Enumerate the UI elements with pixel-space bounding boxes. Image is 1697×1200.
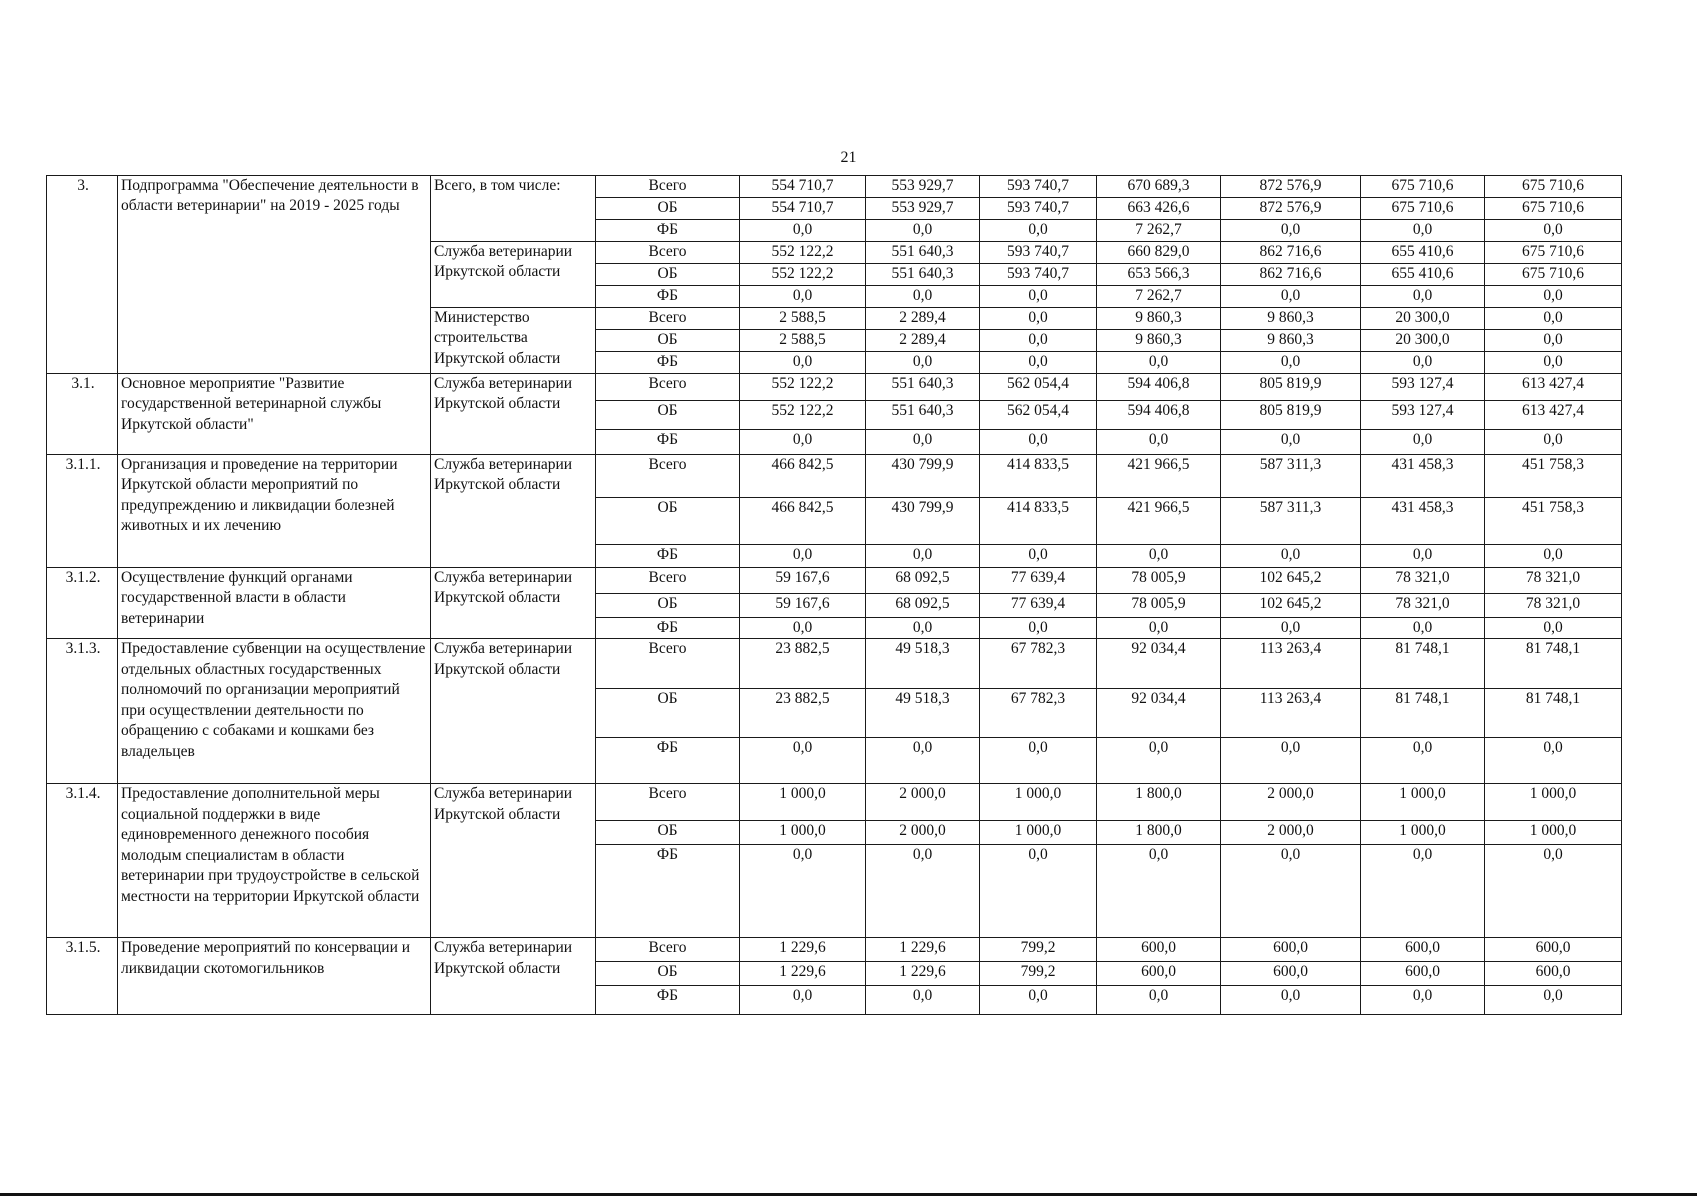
amount-cell: 23 882,5: [740, 689, 866, 738]
amount-cell: 551 640,3: [866, 242, 980, 264]
amount-cell: 466 842,5: [740, 498, 866, 545]
amount-cell: 1 229,6: [866, 938, 980, 962]
amount-cell: 78 321,0: [1485, 594, 1622, 618]
amount-cell: 0,0: [866, 845, 980, 938]
amount-cell: 9 860,3: [1097, 330, 1221, 352]
table-row: [47, 568, 1622, 594]
amount-cell: 600,0: [1485, 962, 1622, 986]
amount-cell: 675 710,6: [1485, 198, 1622, 220]
funding-source: ОБ: [596, 594, 740, 618]
funding-source: ОБ: [596, 689, 740, 738]
item-code: 3.1.3.: [47, 639, 118, 784]
amount-cell: 799,2: [980, 938, 1097, 962]
amount-cell: 1 229,6: [866, 962, 980, 986]
amount-cell: 675 710,6: [1361, 176, 1485, 198]
funding-source: Всего: [596, 242, 740, 264]
amount-cell: 1 229,6: [740, 938, 866, 962]
bottom-edge-rule: [0, 1193, 1697, 1196]
item-code: 3.1.1.: [47, 455, 118, 568]
amount-cell: 593 740,7: [980, 176, 1097, 198]
funding-source: Всего: [596, 938, 740, 962]
funding-source: Всего: [596, 568, 740, 594]
amount-cell: 593 127,4: [1361, 374, 1485, 401]
amount-cell: 1 000,0: [980, 784, 1097, 821]
table-row: [47, 176, 1622, 198]
amount-cell: 670 689,3: [1097, 176, 1221, 198]
amount-cell: 600,0: [1361, 938, 1485, 962]
amount-cell: 0,0: [1485, 286, 1622, 308]
amount-cell: 81 748,1: [1361, 689, 1485, 738]
amount-cell: 0,0: [1361, 430, 1485, 455]
table-row: [47, 374, 1622, 401]
amount-cell: 587 311,3: [1221, 498, 1361, 545]
funding-source: ФБ: [596, 430, 740, 455]
amount-cell: 1 000,0: [740, 821, 866, 845]
amount-cell: 653 566,3: [1097, 264, 1221, 286]
amount-cell: 0,0: [1361, 286, 1485, 308]
amount-cell: 81 748,1: [1485, 689, 1622, 738]
table-row: [47, 784, 1622, 821]
amount-cell: 554 710,7: [740, 198, 866, 220]
page-number: 21: [840, 149, 857, 166]
amount-cell: 113 263,4: [1221, 689, 1361, 738]
amount-cell: 23 882,5: [740, 639, 866, 689]
amount-cell: 2 000,0: [1221, 784, 1361, 821]
amount-cell: 551 640,3: [866, 264, 980, 286]
item-name: Подпрограмма "Обеспечение деятельности в области ветеринарии" на 2019 - 2025 годы: [118, 176, 431, 374]
amount-cell: 551 640,3: [866, 401, 980, 430]
amount-cell: 0,0: [1485, 845, 1622, 938]
amount-cell: 1 229,6: [740, 962, 866, 986]
amount-cell: 0,0: [740, 618, 866, 639]
amount-cell: 0,0: [1485, 308, 1622, 330]
item-name: Основное мероприятие "Развитие государственной ветеринарной службы Иркутской области": [118, 374, 431, 455]
amount-cell: 414 833,5: [980, 498, 1097, 545]
amount-cell: 805 819,9: [1221, 374, 1361, 401]
amount-cell: 92 034,4: [1097, 639, 1221, 689]
amount-cell: 0,0: [1361, 220, 1485, 242]
amount-cell: 0,0: [1097, 845, 1221, 938]
amount-cell: 0,0: [980, 545, 1097, 568]
amount-cell: 1 000,0: [1361, 821, 1485, 845]
item-code: 3.1.4.: [47, 784, 118, 938]
amount-cell: 1 000,0: [1485, 784, 1622, 821]
amount-cell: 0,0: [1361, 986, 1485, 1015]
funding-source: Всего: [596, 639, 740, 689]
amount-cell: 1 000,0: [1361, 784, 1485, 821]
amount-cell: 1 800,0: [1097, 821, 1221, 845]
amount-cell: 102 645,2: [1221, 594, 1361, 618]
amount-cell: 7 262,7: [1097, 220, 1221, 242]
amount-cell: 77 639,4: [980, 568, 1097, 594]
amount-cell: 552 122,2: [740, 242, 866, 264]
item-code: 3.1.: [47, 374, 118, 455]
amount-cell: 0,0: [1221, 738, 1361, 784]
amount-cell: 0,0: [1361, 738, 1485, 784]
funding-source: ФБ: [596, 286, 740, 308]
amount-cell: 562 054,4: [980, 401, 1097, 430]
amount-cell: 593 740,7: [980, 198, 1097, 220]
amount-cell: 600,0: [1221, 938, 1361, 962]
amount-cell: 2 000,0: [866, 784, 980, 821]
amount-cell: 0,0: [1485, 220, 1622, 242]
amount-cell: 421 966,5: [1097, 455, 1221, 498]
amount-cell: 59 167,6: [740, 594, 866, 618]
table-row: [47, 938, 1622, 962]
amount-cell: 862 716,6: [1221, 264, 1361, 286]
item-name: Осуществление функций органами государственной власти в области ветеринарии: [118, 568, 431, 639]
amount-cell: 2 000,0: [866, 821, 980, 845]
funding-source: ФБ: [596, 845, 740, 938]
amount-cell: 451 758,3: [1485, 498, 1622, 545]
amount-cell: 59 167,6: [740, 568, 866, 594]
amount-cell: 414 833,5: [980, 455, 1097, 498]
executor-name: Служба ветеринарии Иркутской области: [431, 784, 596, 938]
amount-cell: 0,0: [1097, 352, 1221, 374]
amount-cell: 553 929,7: [866, 198, 980, 220]
amount-cell: 613 427,4: [1485, 374, 1622, 401]
amount-cell: 0,0: [1221, 286, 1361, 308]
amount-cell: 0,0: [980, 618, 1097, 639]
funding-source: ОБ: [596, 264, 740, 286]
amount-cell: 78 321,0: [1361, 568, 1485, 594]
amount-cell: 78 321,0: [1361, 594, 1485, 618]
amount-cell: 1 000,0: [740, 784, 866, 821]
amount-cell: 49 518,3: [866, 689, 980, 738]
amount-cell: 0,0: [1221, 430, 1361, 455]
amount-cell: 594 406,8: [1097, 374, 1221, 401]
amount-cell: 0,0: [980, 845, 1097, 938]
amount-cell: 0,0: [740, 430, 866, 455]
amount-cell: 0,0: [980, 986, 1097, 1015]
funding-source: ФБ: [596, 986, 740, 1015]
amount-cell: 552 122,2: [740, 401, 866, 430]
amount-cell: 49 518,3: [866, 639, 980, 689]
funding-source: Всего: [596, 176, 740, 198]
amount-cell: 78 321,0: [1485, 568, 1622, 594]
amount-cell: 0,0: [1221, 545, 1361, 568]
amount-cell: 9 860,3: [1221, 330, 1361, 352]
amount-cell: 675 710,6: [1485, 242, 1622, 264]
funding-source: ФБ: [596, 738, 740, 784]
amount-cell: 421 966,5: [1097, 498, 1221, 545]
amount-cell: 594 406,8: [1097, 401, 1221, 430]
amount-cell: 862 716,6: [1221, 242, 1361, 264]
amount-cell: 0,0: [740, 845, 866, 938]
amount-cell: 2 289,4: [866, 308, 980, 330]
amount-cell: 593 127,4: [1361, 401, 1485, 430]
funding-source: ОБ: [596, 401, 740, 430]
amount-cell: 67 782,3: [980, 689, 1097, 738]
amount-cell: 0,0: [980, 352, 1097, 374]
amount-cell: 92 034,4: [1097, 689, 1221, 738]
amount-cell: 0,0: [1485, 430, 1622, 455]
amount-cell: 0,0: [1485, 330, 1622, 352]
item-name: Организация и проведение на территории Иркутской области мероприятий по предупреждению и ликвидации болезней животных и их лечению: [118, 455, 431, 568]
amount-cell: 0,0: [1485, 618, 1622, 639]
amount-cell: 9 860,3: [1097, 308, 1221, 330]
amount-cell: 0,0: [980, 286, 1097, 308]
executor-name: Всего, в том числе:: [431, 176, 596, 242]
amount-cell: 9 860,3: [1221, 308, 1361, 330]
amount-cell: 600,0: [1097, 962, 1221, 986]
funding-source: ОБ: [596, 498, 740, 545]
item-code: 3.: [47, 176, 118, 374]
amount-cell: 0,0: [1097, 738, 1221, 784]
amount-cell: 431 458,3: [1361, 455, 1485, 498]
amount-cell: 600,0: [1097, 938, 1221, 962]
amount-cell: 675 710,6: [1485, 176, 1622, 198]
amount-cell: 0,0: [740, 220, 866, 242]
amount-cell: 0,0: [866, 986, 980, 1015]
amount-cell: 0,0: [866, 352, 980, 374]
funding-source: ФБ: [596, 220, 740, 242]
amount-cell: 7 262,7: [1097, 286, 1221, 308]
amount-cell: 663 426,6: [1097, 198, 1221, 220]
funding-source: ОБ: [596, 198, 740, 220]
amount-cell: 1 000,0: [1485, 821, 1622, 845]
amount-cell: 593 740,7: [980, 264, 1097, 286]
amount-cell: 0,0: [1485, 352, 1622, 374]
amount-cell: 587 311,3: [1221, 455, 1361, 498]
amount-cell: 0,0: [1361, 352, 1485, 374]
amount-cell: 552 122,2: [740, 264, 866, 286]
amount-cell: 20 300,0: [1361, 308, 1485, 330]
amount-cell: 0,0: [980, 430, 1097, 455]
amount-cell: 0,0: [866, 430, 980, 455]
amount-cell: 655 410,6: [1361, 264, 1485, 286]
amount-cell: 2 289,4: [866, 330, 980, 352]
funding-source: Всего: [596, 308, 740, 330]
amount-cell: 655 410,6: [1361, 242, 1485, 264]
executor-name: Служба ветеринарии Иркутской области: [431, 639, 596, 784]
table-row: [47, 455, 1622, 498]
amount-cell: 0,0: [980, 220, 1097, 242]
amount-cell: 552 122,2: [740, 374, 866, 401]
amount-cell: 451 758,3: [1485, 455, 1622, 498]
amount-cell: 0,0: [1221, 352, 1361, 374]
amount-cell: 0,0: [1485, 986, 1622, 1015]
amount-cell: 20 300,0: [1361, 330, 1485, 352]
amount-cell: 77 639,4: [980, 594, 1097, 618]
amount-cell: 0,0: [866, 738, 980, 784]
amount-cell: 431 458,3: [1361, 498, 1485, 545]
amount-cell: 0,0: [1221, 845, 1361, 938]
amount-cell: 67 782,3: [980, 639, 1097, 689]
amount-cell: 0,0: [1361, 545, 1485, 568]
executor-name: Служба ветеринарии Иркутской области: [431, 568, 596, 639]
executor-name: Служба ветеринарии Иркутской области: [431, 938, 596, 1015]
funding-source: ФБ: [596, 618, 740, 639]
amount-cell: 562 054,4: [980, 374, 1097, 401]
amount-cell: 600,0: [1485, 938, 1622, 962]
item-name: Предоставление субвенции на осуществление отдельных областных государственных полномочий по организации мероприятий при осуществлении деятельности по обращению с собаками и кошками без владельцев: [118, 639, 431, 784]
amount-cell: 1 000,0: [980, 821, 1097, 845]
amount-cell: 0,0: [740, 352, 866, 374]
item-code: 3.1.2.: [47, 568, 118, 639]
item-name: Предоставление дополнительной меры социальной поддержки в виде единовременного денежного пособия молодым специалистам в области ветеринарии при трудоустройстве в сельской местности на территории Иркутской области: [118, 784, 431, 938]
amount-cell: 466 842,5: [740, 455, 866, 498]
amount-cell: 102 645,2: [1221, 568, 1361, 594]
amount-cell: 0,0: [1361, 618, 1485, 639]
amount-cell: 68 092,5: [866, 594, 980, 618]
amount-cell: 675 710,6: [1361, 198, 1485, 220]
amount-cell: 0,0: [866, 220, 980, 242]
executor-name: Министерство строительства Иркутской области: [431, 308, 596, 374]
funding-source: ОБ: [596, 821, 740, 845]
amount-cell: 0,0: [866, 286, 980, 308]
amount-cell: 0,0: [1221, 220, 1361, 242]
amount-cell: 0,0: [1361, 845, 1485, 938]
amount-cell: 0,0: [740, 286, 866, 308]
amount-cell: 551 640,3: [866, 374, 980, 401]
amount-cell: 872 576,9: [1221, 198, 1361, 220]
funding-source: ОБ: [596, 330, 740, 352]
amount-cell: 600,0: [1361, 962, 1485, 986]
amount-cell: 660 829,0: [1097, 242, 1221, 264]
amount-cell: 554 710,7: [740, 176, 866, 198]
amount-cell: 675 710,6: [1485, 264, 1622, 286]
amount-cell: 0,0: [980, 738, 1097, 784]
amount-cell: 805 819,9: [1221, 401, 1361, 430]
funding-source: Всего: [596, 784, 740, 821]
amount-cell: 68 092,5: [866, 568, 980, 594]
amount-cell: 0,0: [740, 986, 866, 1015]
amount-cell: 593 740,7: [980, 242, 1097, 264]
amount-cell: 81 748,1: [1361, 639, 1485, 689]
amount-cell: 0,0: [866, 618, 980, 639]
table-row: [47, 639, 1622, 689]
amount-cell: 81 748,1: [1485, 639, 1622, 689]
amount-cell: 0,0: [740, 545, 866, 568]
amount-cell: 2 588,5: [740, 308, 866, 330]
amount-cell: 553 929,7: [866, 176, 980, 198]
amount-cell: 1 800,0: [1097, 784, 1221, 821]
item-name: Проведение мероприятий по консервации и ликвидации скотомогильников: [118, 938, 431, 1015]
amount-cell: 0,0: [1097, 545, 1221, 568]
executor-name: Служба ветеринарии Иркутской области: [431, 455, 596, 568]
amount-cell: 430 799,9: [866, 455, 980, 498]
executor-name: Служба ветеринарии Иркутской области: [431, 374, 596, 455]
amount-cell: 0,0: [1485, 545, 1622, 568]
amount-cell: 799,2: [980, 962, 1097, 986]
amount-cell: 0,0: [1221, 986, 1361, 1015]
funding-source: Всего: [596, 455, 740, 498]
amount-cell: 0,0: [1097, 986, 1221, 1015]
amount-cell: 0,0: [980, 330, 1097, 352]
amount-cell: 0,0: [1485, 738, 1622, 784]
amount-cell: 0,0: [740, 738, 866, 784]
amount-cell: 78 005,9: [1097, 594, 1221, 618]
funding-source: ФБ: [596, 352, 740, 374]
funding-source: ОБ: [596, 962, 740, 986]
amount-cell: 0,0: [866, 545, 980, 568]
amount-cell: 600,0: [1221, 962, 1361, 986]
amount-cell: 872 576,9: [1221, 176, 1361, 198]
budget-table: [46, 175, 1622, 1015]
amount-cell: 0,0: [1097, 430, 1221, 455]
funding-source: Всего: [596, 374, 740, 401]
funding-source: ФБ: [596, 545, 740, 568]
amount-cell: 0,0: [1097, 618, 1221, 639]
amount-cell: 0,0: [980, 308, 1097, 330]
amount-cell: 0,0: [1221, 618, 1361, 639]
amount-cell: 2 588,5: [740, 330, 866, 352]
executor-name: Служба ветеринарии Иркутской области: [431, 242, 596, 308]
amount-cell: 613 427,4: [1485, 401, 1622, 430]
amount-cell: 430 799,9: [866, 498, 980, 545]
item-code: 3.1.5.: [47, 938, 118, 1015]
amount-cell: 2 000,0: [1221, 821, 1361, 845]
amount-cell: 113 263,4: [1221, 639, 1361, 689]
amount-cell: 78 005,9: [1097, 568, 1221, 594]
